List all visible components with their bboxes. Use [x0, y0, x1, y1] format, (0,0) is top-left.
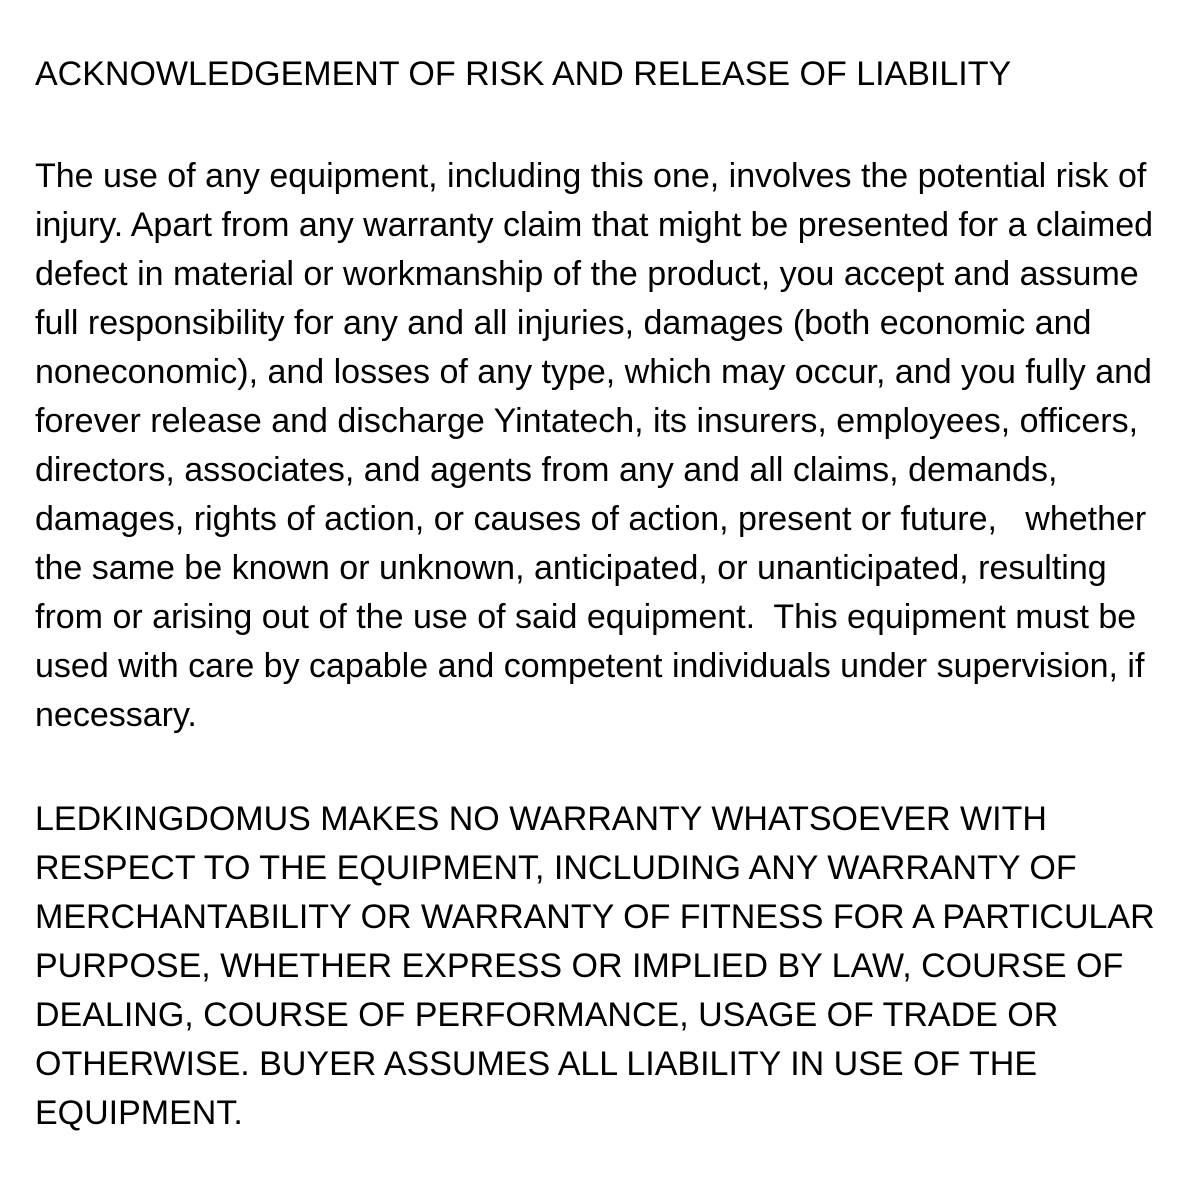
warranty-disclaimer-paragraph — [35, 795, 1170, 1138]
paragraph-line: DEALING, COURSE OF PERFORMANCE, USAGE OF TRADE OR — [35, 996, 1059, 1034]
paragraph-line: necessary. — [35, 696, 197, 734]
paragraph-line: The use of any equipment, including this one, involves the potential risk of — [35, 157, 1147, 195]
paragraph-line: forever release and discharge Yintatech, its insurers, employees, officers, — [35, 402, 1139, 440]
paragraph-line: PURPOSE, WHETHER EXPRESS OR IMPLIED BY LAW, COURSE OF — [35, 947, 1124, 985]
paragraph-line: MERCHANTABILITY OR WARRANTY OF FITNESS FOR A PARTICULAR — [35, 898, 1155, 936]
paragraph-line: the same be known or unknown, anticipated, or unanticipated, resulting — [35, 549, 1107, 587]
paragraph-line: EQUIPMENT. — [35, 1094, 243, 1132]
paragraph-line: from or arising out of the use of said equipment. This equipment must be — [35, 598, 1137, 636]
paragraph-line: directors, associates, and agents from any and all claims, demands, — [35, 451, 1058, 489]
risk-release-paragraph — [35, 152, 1170, 740]
paragraph-line: defect in material or workmanship of the product, you accept and assume — [35, 255, 1139, 293]
paragraph-line: noneconomic), and losses of any type, which may occur, and you fully and — [35, 353, 1152, 391]
paragraphs — [35, 152, 1170, 1138]
paragraph-line: full responsibility for any and all injuries, damages (both economic and — [35, 304, 1092, 342]
document-title: ACKNOWLEDGEMENT OF RISK AND RELEASE OF LIABILITY — [35, 55, 1012, 93]
paragraph-line: damages, rights of action, or causes of action, present or future, whether — [35, 500, 1147, 538]
paragraph-line: RESPECT TO THE EQUIPMENT, INCLUDING ANY WARRANTY OF — [35, 849, 1077, 887]
paragraph-line: LEDKINGDOMUS MAKES NO WARRANTY WHATSOEVER WITH — [35, 800, 1047, 838]
paragraph-line: used with care by capable and competent individuals under supervision, if — [35, 647, 1145, 685]
paragraph-line: OTHERWISE. BUYER ASSUMES ALL LIABILITY IN USE OF THE — [35, 1045, 1038, 1083]
paragraph-line: injury. Apart from any warranty claim that might be presented for a claimed — [35, 206, 1154, 244]
